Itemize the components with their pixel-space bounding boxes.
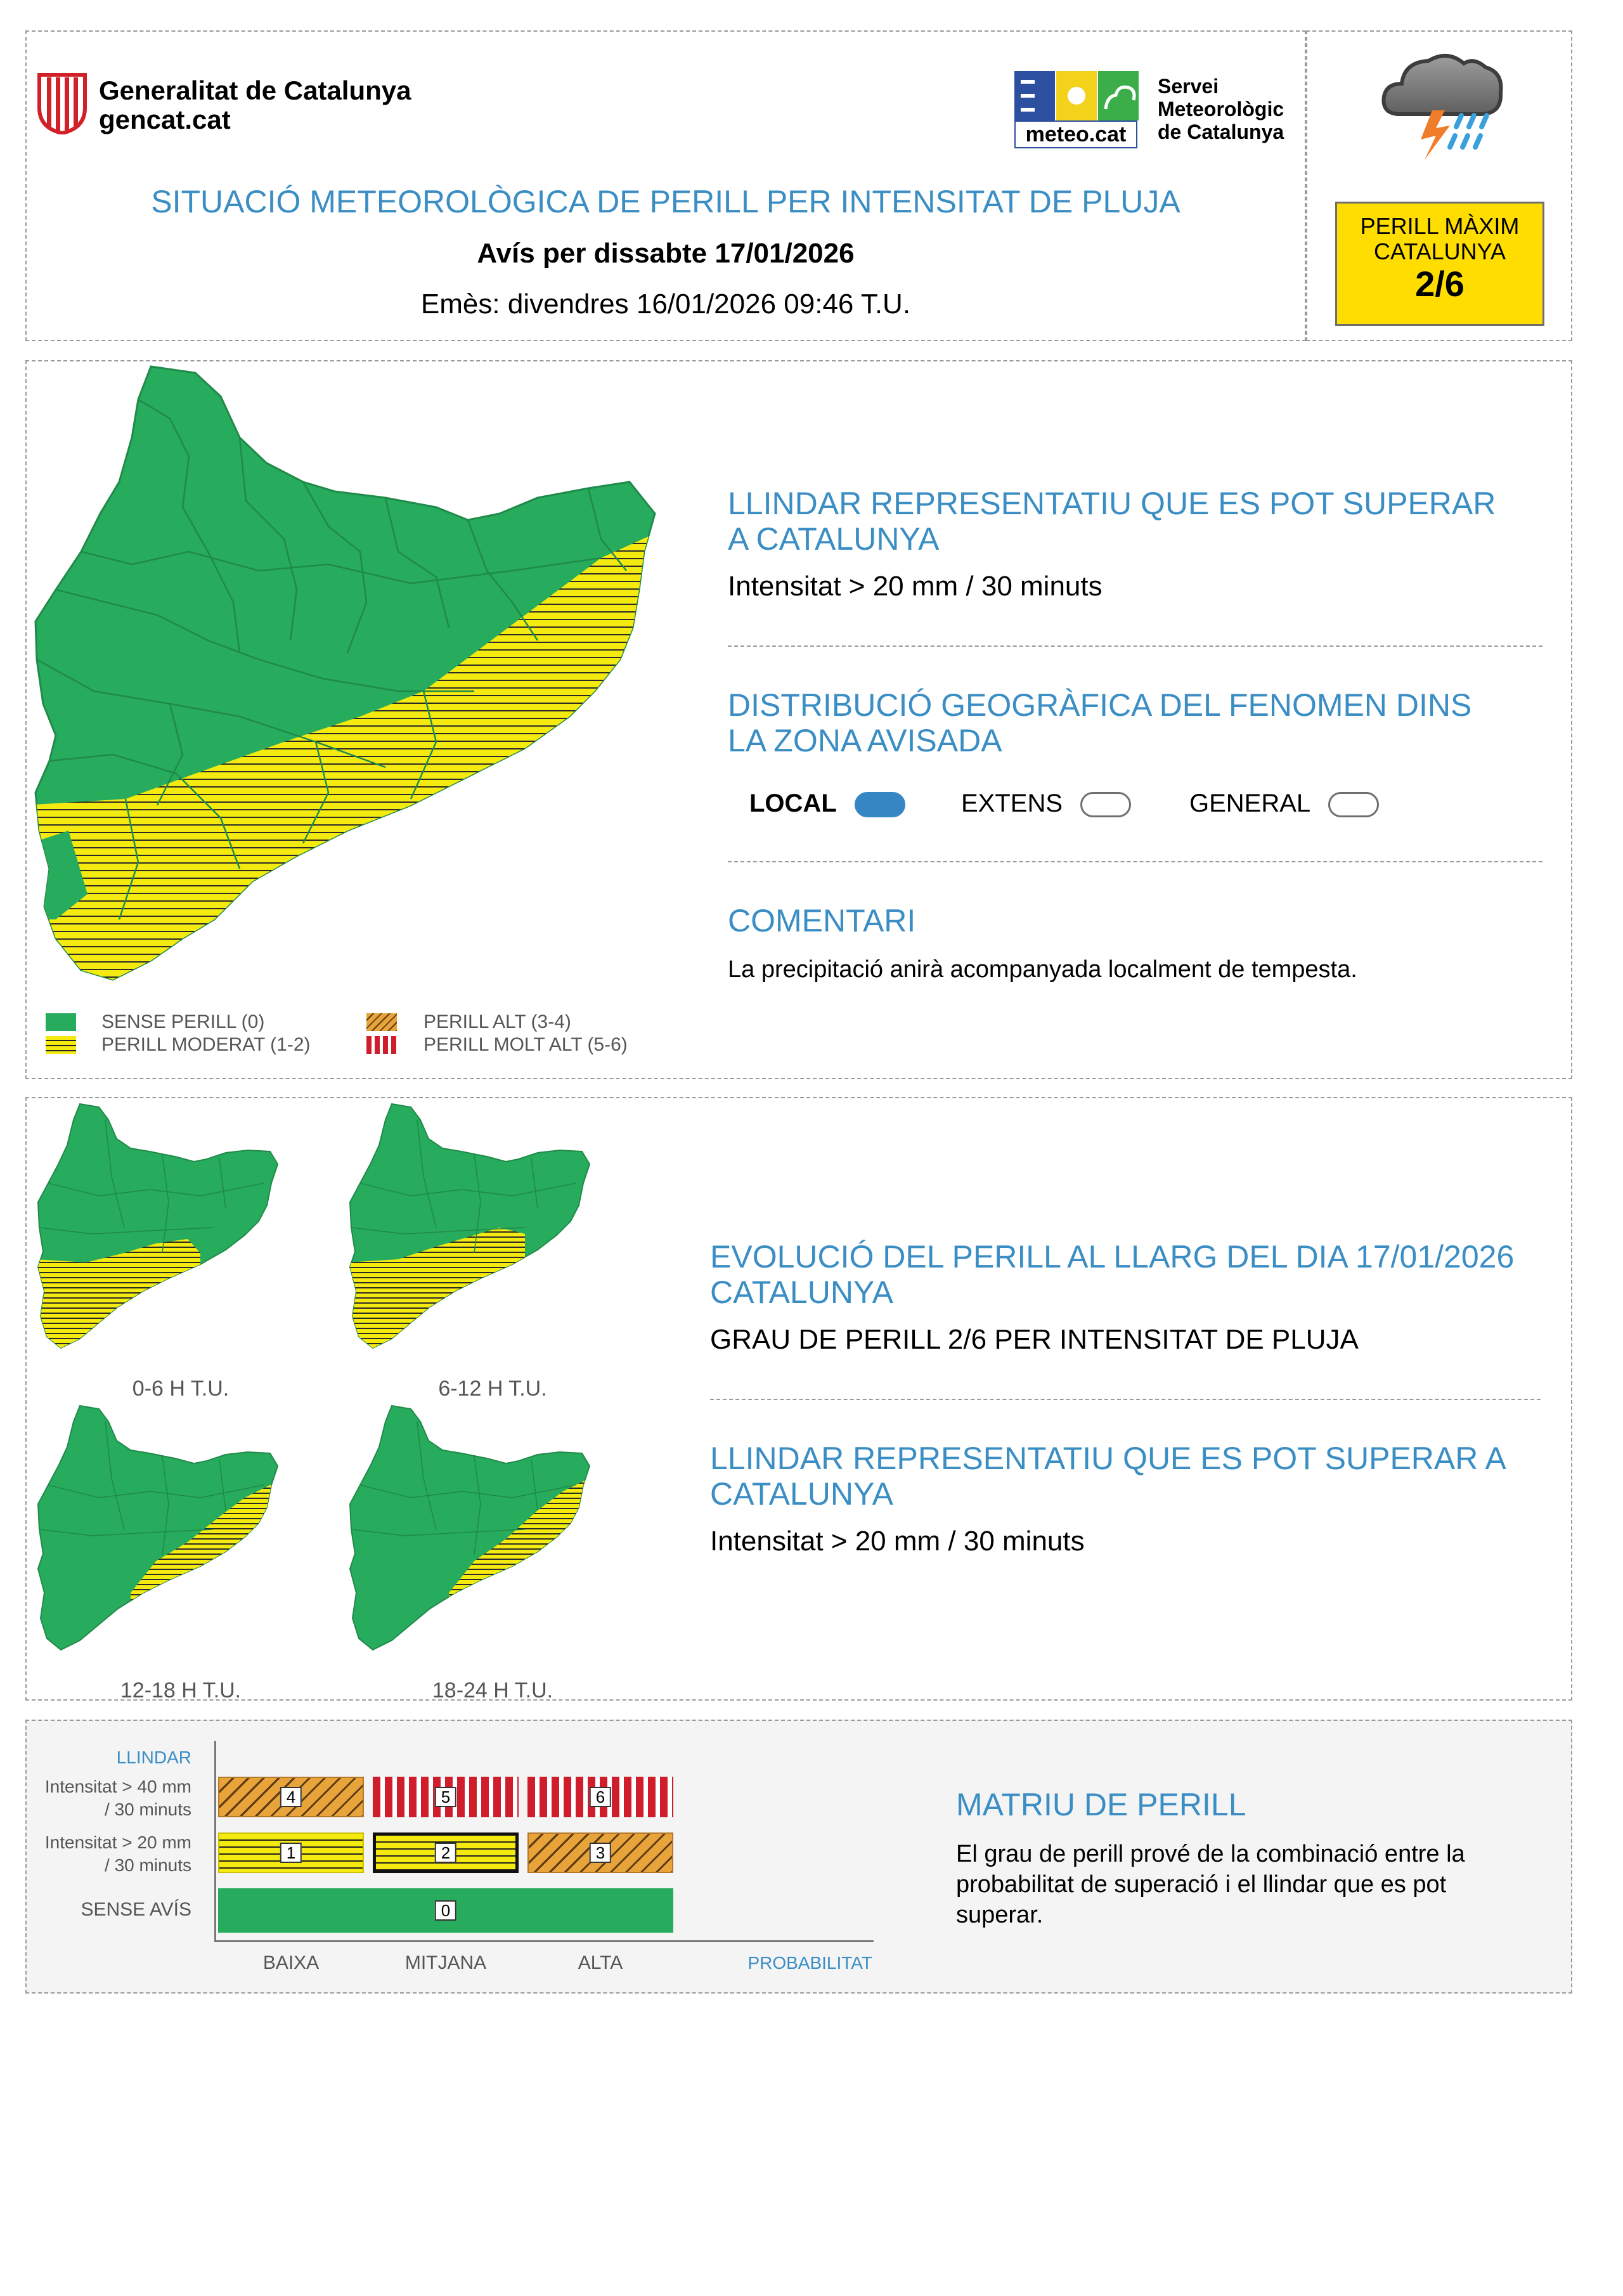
legend-swatch-orange (366, 1013, 397, 1031)
emes-date: Emès: divendres 16/01/2026 09:46 T.U. (420, 289, 911, 320)
matrix-row-label-20: Intensitat > 20 mm / 30 minuts (44, 1832, 191, 1875)
matrix-col-alta: ALTA (578, 1952, 623, 1973)
distribucio-option-local[interactable] (749, 786, 905, 820)
evolution-grau: GRAU DE PERILL 2/6 PER INTENSITAT DE PLUJA (710, 1324, 1359, 1355)
evolution-map-12-18 (36, 1403, 289, 1656)
matrix-row-label-sense-avis: SENSE AVÍS (81, 1899, 191, 1920)
evolution-label-18-24: 18-24 H T.U. (432, 1678, 553, 1703)
matrix-cell-3 (527, 1832, 673, 1873)
matrix-cell-0 (218, 1888, 673, 1933)
meteocat-logo[interactable] (1014, 71, 1141, 153)
storm-cloud-icon (1379, 44, 1506, 165)
matrix-x-axis (214, 1940, 874, 1942)
legend-label-perill-alt: PERILL ALT (3-4) (424, 1011, 571, 1032)
smc-line2: Meteorològic (1158, 98, 1284, 120)
separator-2 (728, 861, 1542, 862)
matrix-row-label-40: Intensitat > 40 mm / 30 minuts (44, 1777, 191, 1819)
evolution-label-12-18: 12-18 H T.U. (120, 1678, 242, 1703)
smc-line3: de Catalunya (1158, 120, 1284, 143)
matrix-cell-5 (373, 1777, 519, 1817)
extens-indicator[interactable] (1080, 792, 1131, 817)
catalonia-warning-map (30, 361, 664, 996)
matrix-col-baixa: BAIXA (262, 1952, 320, 1973)
matrix-cell-6 (527, 1777, 673, 1817)
evolution-label-6-12: 6-12 H T.U. (438, 1377, 547, 1401)
local-selected-indicator[interactable] (855, 792, 905, 817)
evolution-llindar-value: Intensitat > 20 mm / 30 minuts (710, 1526, 1085, 1557)
evolution-title: EVOLUCIÓ DEL PERILL AL LLARG DEL DIA 17/01/2026 CATALUNYA (710, 1239, 1515, 1310)
max-danger-line1: PERILL MÀXIM (1360, 213, 1520, 239)
llindar-title: LLINDAR REPRESENTATIU QUE ES POT SUPERAR A CATALUNYA (728, 486, 1496, 557)
max-danger-level: 2/6 (1415, 264, 1465, 304)
legend-label-perill-moderat: PERILL MODERAT (1-2) (101, 1034, 311, 1055)
matrix-cell-2-highlighted (373, 1832, 519, 1873)
option-label-extens: EXTENS (961, 789, 1063, 817)
matrix-llindar-label: LLINDAR (116, 1748, 191, 1767)
matrix-cell-5-value: 5 (435, 1787, 456, 1807)
evolution-map-18-24 (347, 1403, 601, 1656)
legend-swatch-yellow (46, 1036, 76, 1054)
matrix-cell-0-value: 0 (435, 1900, 456, 1921)
matrix-cell-1 (218, 1832, 364, 1873)
avis-date: Avís per dissabte 17/01/2026 (477, 238, 855, 269)
matrix-cell-1-value: 1 (280, 1843, 302, 1863)
meteocat-label: meteo.cat (1014, 120, 1137, 148)
page-title: SITUACIÓ METEOROLÒGICA DE PERILL PER INTENSITAT DE PLUJA (151, 184, 1180, 219)
legend-swatch-red (366, 1036, 397, 1054)
option-label-local: LOCAL (749, 789, 837, 817)
evolution-llindar-title: LLINDAR REPRESENTATIU QUE ES POT SUPERAR A CATALUNYA (710, 1441, 1505, 1512)
gencat-domain: gencat.cat (99, 105, 231, 134)
llindar-value: Intensitat > 20 mm / 30 minuts (728, 571, 1102, 602)
legend-label-sense-perill: SENSE PERILL (0) (101, 1011, 265, 1032)
comentari-text: La precipitació anirà acompanyada localment de tempesta. (728, 956, 1357, 983)
separator-1 (728, 645, 1542, 647)
gencat-logo[interactable] (36, 71, 441, 141)
matrix-cell-6-value: 6 (590, 1787, 611, 1807)
comentari-title: COMENTARI (728, 903, 916, 938)
evolution-label-0-6: 0-6 H T.U. (132, 1377, 230, 1401)
gencat-senyera-icon (36, 71, 89, 134)
max-danger-badge (1335, 202, 1544, 326)
evolution-map-0-6 (36, 1101, 289, 1354)
legend-label-perill-molt-alt: PERILL MOLT ALT (5-6) (424, 1034, 628, 1055)
matrix-cell-3-value: 3 (590, 1843, 611, 1863)
smc-name (1158, 75, 1284, 143)
evolution-map-6-12 (347, 1101, 601, 1354)
matrix-cell-4 (218, 1777, 364, 1817)
gencat-name: Generalitat de Catalunya (99, 75, 411, 105)
distribucio-option-general[interactable] (1189, 786, 1379, 820)
matrix-y-axis (214, 1741, 216, 1942)
matrix-cell-2-value: 2 (435, 1843, 456, 1863)
matrix-probabilitat-label: PROBABILITAT (747, 1953, 872, 1973)
matrix-col-mitjana: MITJANA (404, 1952, 487, 1973)
legend-swatch-green (46, 1013, 76, 1031)
matrix-cell-4-value: 4 (280, 1787, 302, 1807)
max-danger-line2: CATALUNYA (1373, 238, 1506, 264)
matrix-title: MATRIU DE PERILL (956, 1787, 1246, 1822)
separator-3 (710, 1399, 1541, 1400)
matrix-description: El grau de perill prové de la combinació entre la probabilitat de superació i el llindar que es pot superar. (956, 1841, 1465, 1928)
option-label-general: GENERAL (1189, 789, 1311, 817)
meteocat-squares-icon (1014, 71, 1139, 122)
smc-line1: Servei (1158, 75, 1219, 98)
general-indicator[interactable] (1328, 792, 1379, 817)
distribucio-title: DISTRIBUCIÓ GEOGRÀFICA DEL FENOMEN DINS LA ZONA AVISADA (728, 687, 1472, 758)
distribucio-option-extens[interactable] (961, 786, 1131, 820)
